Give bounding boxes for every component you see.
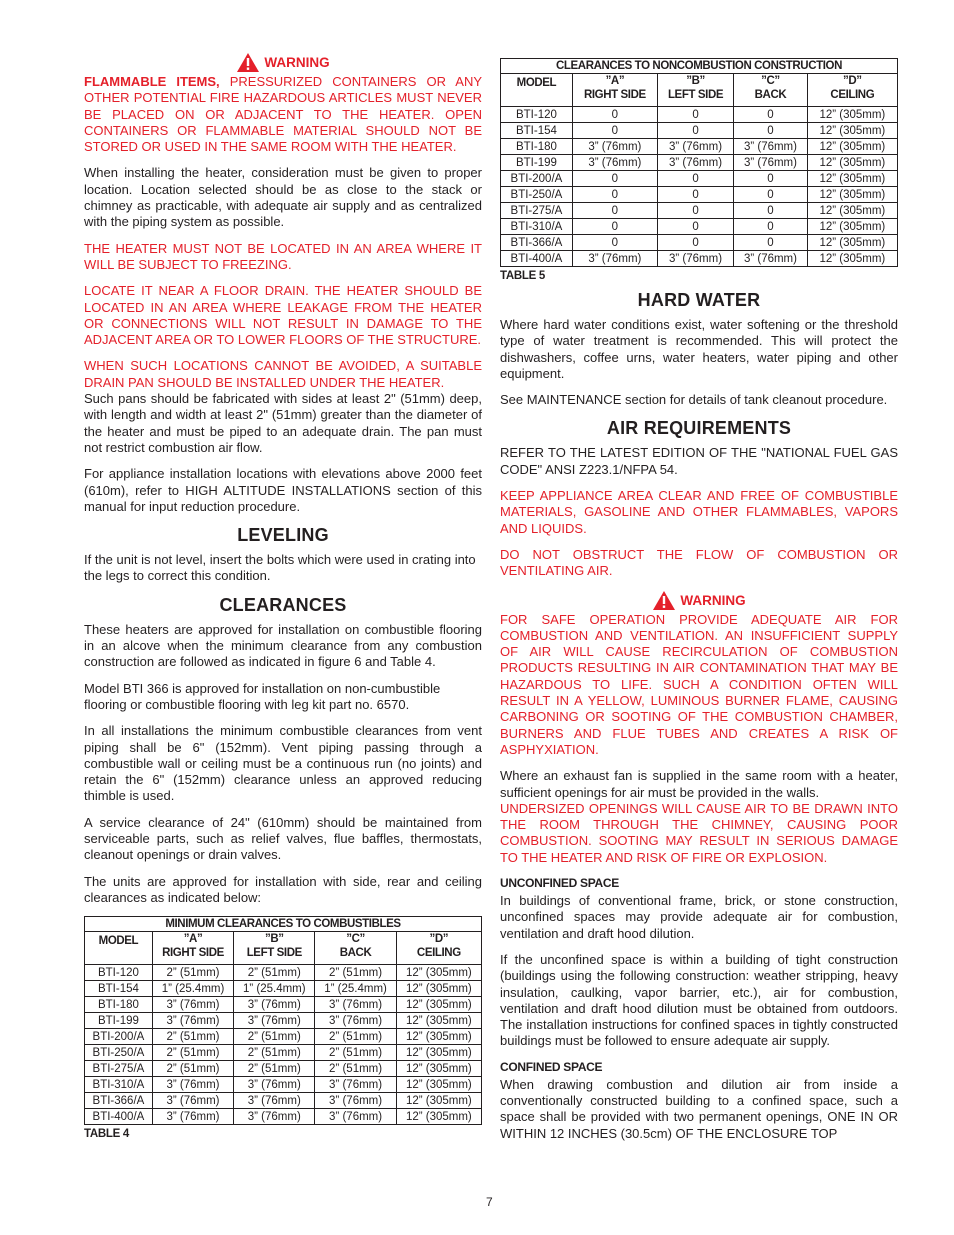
- freezing-paragraph: THE HEATER MUST NOT BE LOCATED IN AN AREA WHERE IT WILL BE SUBJECT TO FREEZING.: [84, 240, 482, 272]
- table-cell: 12” (305mm): [807, 107, 897, 123]
- model-cell: BTI-275/A: [85, 1061, 153, 1077]
- drain-pan-warning: WHEN SUCH LOCATIONS CANNOT BE AVOIDED, A SUITABLE DRAIN PAN SHOULD BE INSTALLED UNDER THE HEATER.: [84, 358, 482, 390]
- column-header-line-1: MODEL: [98, 935, 139, 948]
- table-row: [501, 235, 898, 251]
- column-header-line-2: RIGHT SIDE: [162, 947, 224, 960]
- table-caption: CLEARANCES TO NONCOMBUSTION CONSTRUCTION: [501, 59, 898, 74]
- table-cell: 0: [657, 203, 733, 219]
- table-cell: 12” (305mm): [807, 235, 897, 251]
- drain-paragraph: LOCATE IT NEAR A FLOOR DRAIN. THE HEATER SHOULD BE LOCATED IN AN AREA WHERE LEAKAGE FROM THE HEATER OR CONNECTIONS WILL NOT RESULT IN DAMAGE TO THE ADJACENT AREA OR TO LOWER FLOORS OF THE STRUCTURE.: [84, 283, 482, 348]
- table-row: [501, 219, 898, 235]
- table-row: [501, 155, 898, 171]
- table-cell: 3” (76mm): [234, 1109, 315, 1125]
- clearances-paragraph-5: The units are approved for installation with side, rear and ceiling clearances as indicated below:: [84, 873, 482, 905]
- model-cell: BTI-154: [85, 981, 153, 997]
- model-cell: BTI-180: [501, 139, 573, 155]
- air-paragraph-1: REFER TO THE LATEST EDITION OF THE "NATIONAL FUEL GAS CODE" ANSI Z223.1/NFPA 54.: [500, 445, 898, 477]
- model-cell: BTI-120: [501, 107, 573, 123]
- table-cell: 0: [734, 203, 808, 219]
- column-header-line-1: ”B”: [686, 75, 705, 87]
- clearances-paragraph-2: Model BTI 366 is approved for installation on non-cumbustible flooring or combustible flooring with leg kit part no. 6570.: [84, 680, 441, 712]
- undersized-openings-warning: UNDERSIZED OPENINGS WILL CAUSE AIR TO BE DRAWN INTO THE ROOM THROUGH THE CHIMNEY, CAUSING POOR COMBUSTION. SOOTING MAY RESULT IN SERIOUS DAMAGE TO THE HEATER AND RISK OF FIRE OR EXPLOSION.: [500, 800, 898, 865]
- table-row: [85, 1077, 482, 1093]
- table-cell: 3” (76mm): [152, 1077, 233, 1093]
- table-row: [501, 187, 898, 203]
- table-row: [85, 1061, 482, 1077]
- model-cell: BTI-199: [85, 1013, 153, 1029]
- column-header: [572, 74, 657, 107]
- column-header-line-2: CEILING: [416, 947, 461, 960]
- table-cell: 0: [572, 171, 657, 187]
- table-cell: 12” (305mm): [396, 1029, 481, 1045]
- table-cell: 3” (76mm): [315, 997, 396, 1013]
- column-header-line-2: BACK: [754, 89, 787, 101]
- table-cell: 1” (25.4mm): [234, 981, 315, 997]
- table-cell: 2” (51mm): [152, 965, 233, 981]
- warning-heading: [84, 52, 482, 73]
- table-cell: 12” (305mm): [807, 155, 897, 171]
- table-cell: 3” (76mm): [234, 1013, 315, 1029]
- warning-flammable-text: [84, 74, 482, 155]
- table-row: [85, 1045, 482, 1061]
- table-cell: 3” (76mm): [152, 1013, 233, 1029]
- warning-lead: FLAMMABLE ITEMS,: [84, 74, 220, 89]
- table-cell: 0: [572, 203, 657, 219]
- unconfined-paragraph-1: In buildings of conventional frame, brick, or stone construction, unconfined spaces may provide adequate air for combustion, ventilation and draft hood dilution.: [500, 893, 898, 941]
- table-row: [85, 981, 482, 997]
- table-cell: 3” (76mm): [315, 1077, 396, 1093]
- air-requirements-heading: AIR REQUIREMENTS: [606, 418, 792, 439]
- table-5-label: TABLE 5: [500, 270, 545, 282]
- table-cell: 2” (51mm): [315, 965, 396, 981]
- table-cell: 2” (51mm): [234, 1029, 315, 1045]
- table-cell: 3” (76mm): [234, 997, 315, 1013]
- model-cell: BTI-180: [85, 997, 153, 1013]
- table-cell: 12” (305mm): [396, 1077, 481, 1093]
- column-header: [657, 74, 733, 107]
- table-4-label: TABLE 4: [84, 1128, 129, 1141]
- table-row: [501, 139, 898, 155]
- column-header: [501, 74, 573, 107]
- column-header-line-1: ”B”: [264, 933, 284, 946]
- table-cell: 12” (305mm): [396, 965, 481, 981]
- hard-water-paragraph-2: See MAINTENANCE section for details of tank cleanout procedure.: [500, 392, 888, 408]
- warning-triangle-icon: [652, 590, 676, 611]
- column-header-line-2: CEILING: [830, 89, 875, 101]
- column-header-line-1: ”C”: [761, 75, 780, 87]
- table-cell: 3” (76mm): [657, 251, 733, 267]
- table-cell: 12” (305mm): [807, 203, 897, 219]
- table-cell: 3” (76mm): [657, 139, 733, 155]
- model-cell: BTI-154: [501, 123, 573, 139]
- table-cell: 12” (305mm): [396, 981, 481, 997]
- table-cell: 2” (51mm): [234, 1061, 315, 1077]
- table-cell: 2” (51mm): [315, 1045, 396, 1061]
- table-cell: 3” (76mm): [734, 155, 808, 171]
- table-cell: 3” (76mm): [572, 155, 657, 171]
- table-cell: 12” (305mm): [807, 187, 897, 203]
- altitude-paragraph: For appliance installation locations with elevations above 2000 feet (610m), refer to HIGH ALTITUDE INSTALLATIONS section of this manual for input reduction procedure.: [84, 466, 482, 514]
- model-cell: BTI-366/A: [85, 1093, 153, 1109]
- install-paragraph: When installing the heater, consideration must be given to proper location. Location selected should be as close to the stack or chimney as practicable, with adequate air supply and as centralized with the piping system as possible.: [84, 165, 482, 230]
- table-cell: 2” (51mm): [152, 1061, 233, 1077]
- table-5: [500, 58, 898, 267]
- model-cell: BTI-400/A: [85, 1109, 153, 1125]
- table-cell: 12” (305mm): [396, 1061, 481, 1077]
- table-cell: 0: [657, 219, 733, 235]
- warning-air-text: FOR SAFE OPERATION PROVIDE ADEQUATE AIR FOR COMBUSTION AND VENTILATION. AN INSUFFICIENT SUPPLY OF AIR WILL CAUSE RECIRCULATION OF COMBUSTION PRODUCTS RESULTING IN AIR CONTAMINATION THAT MAY BE HAZARDOUS TO LIFE. SUCH A CONDITION OFTEN WILL RESULT IN A YELLOW, LUMINOUS BURNER FLAME, CAUSING CARBONING OR SOOTING OF THE COMBUSTION CHAMBER, BURNERS AND FLUE TUBES AND CREATES A RISK OF ASPHYXIATION.: [500, 611, 898, 757]
- model-cell: BTI-275/A: [501, 203, 573, 219]
- unconfined-paragraph-2: If the unconfined space is within a building of tight construction (buildings using the following construction: weather stripping, heavy insulation, caulking, vapor barrier, etc.), air for combustion, ventilation and draft hood dilution must be obtained from outdoors. The installation instructions for confined spaces in tightly constructed buildings must be followed to ensure adequate air supply.: [500, 951, 898, 1049]
- clearances-paragraph-3: In all installations the minimum combustible clearances from vent piping shall be 6" (152mm). Vent piping passing through a combustible wall or ceiling must be a continuous run (no joints) and retain the 6" (152mm) clearance unless an approved reducing thimble is used.: [84, 723, 482, 804]
- air-paragraph-3: DO NOT OBSTRUCT THE FLOW OF COMBUSTION OR VENTILATING AIR.: [500, 546, 898, 579]
- table-cell: 0: [657, 107, 733, 123]
- table-cell: 0: [734, 187, 808, 203]
- table-cell: 1” (25.4mm): [152, 981, 233, 997]
- table-cell: 3” (76mm): [152, 1109, 233, 1125]
- clearances-paragraph-1: These heaters are approved for installation on combustible flooring in an alcove when the minimum clearance from any combustion construction are followed as indicated in figure 6 and Table 4.: [84, 621, 482, 670]
- hard-water-heading: HARD WATER: [637, 290, 761, 310]
- table-row: [85, 1109, 482, 1125]
- warning-heading: [500, 590, 898, 611]
- table-cell: 0: [657, 171, 733, 187]
- column-header-line-2: BACK: [339, 947, 372, 960]
- unconfined-space-heading: UNCONFINED SPACE: [500, 876, 619, 891]
- table-cell: 3” (76mm): [657, 155, 733, 171]
- table-cell: 12” (305mm): [396, 1045, 481, 1061]
- table-cell: 3” (76mm): [572, 139, 657, 155]
- column-header-line-1: ”C”: [346, 933, 365, 946]
- table-cell: 1” (25.4mm): [315, 981, 396, 997]
- table-cell: 12” (305mm): [807, 123, 897, 139]
- table-cell: 3” (76mm): [152, 997, 233, 1013]
- table-cell: 2” (51mm): [152, 1045, 233, 1061]
- column-header-line-1: ”A”: [183, 933, 203, 946]
- exhaust-fan-paragraph: Where an exhaust fan is supplied in the same room with a heater, sufficient openings for air must be provided in the walls.: [500, 768, 898, 800]
- table-cell: 3” (76mm): [234, 1093, 315, 1109]
- table-cell: 12” (305mm): [807, 219, 897, 235]
- table-cell: 3” (76mm): [315, 1013, 396, 1029]
- leveling-paragraph: If the unit is not level, insert the bolts which were used in crating into the legs to correct this condition.: [84, 552, 476, 584]
- table-row: [85, 965, 482, 981]
- table-cell: 2” (51mm): [234, 965, 315, 981]
- model-cell: BTI-120: [85, 965, 153, 981]
- column-header-line-1: ”A”: [605, 75, 625, 87]
- table-row: [85, 997, 482, 1013]
- column-header-line-1: MODEL: [516, 77, 557, 89]
- table-cell: 0: [572, 107, 657, 123]
- model-cell: BTI-199: [501, 155, 573, 171]
- table-cell: 0: [657, 235, 733, 251]
- table-row: [85, 1093, 482, 1109]
- air-paragraph-2: KEEP APPLIANCE AREA CLEAR AND FREE OF COMBUSTIBLE MATERIALS, GASOLINE AND OTHER FLAMMABLES, VAPORS AND LIQUIDS.: [500, 488, 898, 536]
- table-cell: 12” (305mm): [396, 997, 481, 1013]
- table-row: [501, 251, 898, 267]
- table-cell: 0: [572, 123, 657, 139]
- column-header: [807, 74, 897, 107]
- table-cell: 3” (76mm): [152, 1093, 233, 1109]
- table-cell: 2” (51mm): [234, 1045, 315, 1061]
- table-row: [501, 107, 898, 123]
- column-header-line-2: RIGHT SIDE: [583, 89, 646, 101]
- table-cell: 12” (305mm): [807, 251, 897, 267]
- model-cell: BTI-200/A: [85, 1029, 153, 1045]
- table-row: [501, 123, 898, 139]
- table-cell: 3” (76mm): [234, 1077, 315, 1093]
- warning-triangle-icon: [236, 52, 260, 73]
- table-cell: 12” (305mm): [396, 1093, 481, 1109]
- confined-paragraph: When drawing combustion and dilution air from inside a conventionally constructed building to a confined space, such a space shall be provided with two permanent openings, ONE IN OR WITHIN 12 INCHES (30.5cm) OF THE ENCLOSURE TOP: [500, 1076, 898, 1141]
- model-cell: BTI-200/A: [501, 171, 573, 187]
- warning-body: PRESSURIZED CONTAINERS OR ANY OTHER POTENTIAL FIRE HAZARDOUS ARTICLES MUST NEVER BE PLACED ON OR ADJACENT TO THE HEATER. OPEN CONTAINERS OR FLAMMABLE MATERIAL SHOULD NOT BE STORED OR USED IN THE SAME ROOM WITH THE HEATER.: [84, 74, 483, 155]
- table-row: [85, 1013, 482, 1029]
- drain-pan-paragraph: Such pans should be fabricated with sides at least 2" (51mm) deep, with length and width at least 2" (51mm) greater than the diameter of the heater and must be piped to an adequate drain. The pan must not restrict combustion air flow.: [84, 391, 482, 455]
- table-row: [501, 203, 898, 219]
- column-header: [315, 932, 396, 965]
- column-header: [234, 932, 315, 965]
- table-cell: 12” (305mm): [396, 1013, 481, 1029]
- column-header-line-2: LEFT SIDE: [246, 947, 302, 960]
- table-cell: 12” (305mm): [396, 1109, 481, 1125]
- table-cell: 3” (76mm): [315, 1093, 396, 1109]
- hard-water-paragraph-1: Where hard water conditions exist, water softening or the threshold type of water treatment is recommended. This will protect the dishwashers, coffee urns, water heaters, water piping and other equipment.: [500, 317, 898, 381]
- leveling-heading: LEVELING: [237, 525, 329, 546]
- table-cell: 0: [572, 235, 657, 251]
- table-row: [85, 1029, 482, 1045]
- table-cell: 0: [734, 123, 808, 139]
- table-cell: 0: [657, 187, 733, 203]
- table-cell: 0: [734, 107, 808, 123]
- table-cell: 2” (51mm): [152, 1029, 233, 1045]
- table-row: [501, 171, 898, 187]
- model-cell: BTI-250/A: [501, 187, 573, 203]
- left-column: [84, 52, 482, 1146]
- model-cell: BTI-366/A: [501, 235, 573, 251]
- model-cell: BTI-400/A: [501, 251, 573, 267]
- column-header-line-1: ”D”: [429, 933, 449, 946]
- column-header-line-2: LEFT SIDE: [667, 89, 724, 101]
- warning-label: WARNING: [264, 55, 330, 70]
- table-cell: 0: [734, 219, 808, 235]
- table-cell: 0: [734, 235, 808, 251]
- table-cell: 0: [657, 123, 733, 139]
- column-header: [396, 932, 481, 965]
- warning-label: WARNING: [680, 592, 746, 608]
- table-cell: 3” (76mm): [315, 1109, 396, 1125]
- table-cell: 0: [734, 171, 808, 187]
- page-number: 7: [486, 1195, 493, 1209]
- column-header-line-1: ”D”: [843, 75, 862, 87]
- model-cell: BTI-250/A: [85, 1045, 153, 1061]
- table-cell: 2” (51mm): [315, 1061, 396, 1077]
- table-caption: MINIMUM CLEARANCES TO COMBUSTIBLES: [85, 917, 482, 932]
- column-header: [152, 932, 233, 965]
- table-cell: 0: [572, 219, 657, 235]
- table-cell: 3” (76mm): [734, 139, 808, 155]
- table-cell: 3” (76mm): [734, 251, 808, 267]
- table-cell: 3” (76mm): [572, 251, 657, 267]
- clearances-paragraph-4: A service clearance of 24" (610mm) should be maintained from serviceable parts, such as relief valves, flue baffles, thermostats, cleanout openings or drain valves.: [84, 814, 482, 863]
- model-cell: BTI-310/A: [501, 219, 573, 235]
- table-cell: 2” (51mm): [315, 1029, 396, 1045]
- table-cell: 12” (305mm): [807, 171, 897, 187]
- table-cell: 0: [572, 187, 657, 203]
- table-4: [84, 916, 482, 1125]
- model-cell: BTI-310/A: [85, 1077, 153, 1093]
- clearances-heading: CLEARANCES: [219, 594, 347, 615]
- table-cell: 12” (305mm): [807, 139, 897, 155]
- right-column: [500, 58, 898, 1152]
- confined-space-heading: CONFINED SPACE: [500, 1059, 603, 1074]
- column-header: [734, 74, 808, 107]
- column-header: [85, 932, 153, 965]
